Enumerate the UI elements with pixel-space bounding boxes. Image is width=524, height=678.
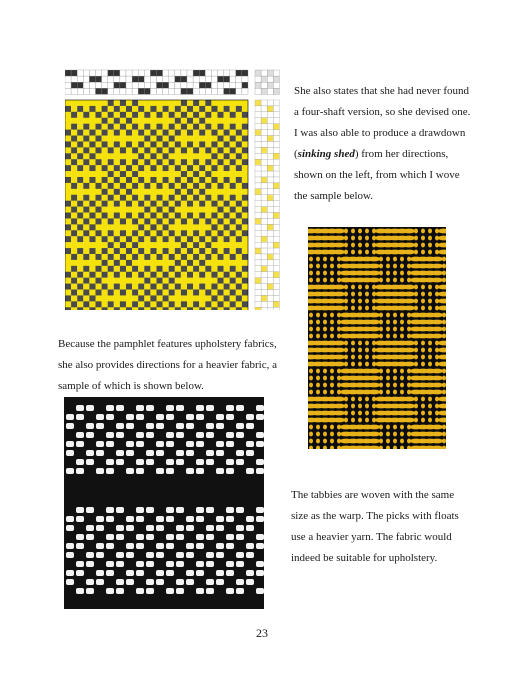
paragraph-upholstery: Because the pamphlet features upholstery fabrics, she also provides directions for a heavier fabric, a sample of which is shown below.: [58, 338, 277, 392]
woven-sample-heavy-photo: [64, 397, 264, 609]
paragraph-tabbies: The tabbies are woven with the same size as the warp. The picks with floats use a heavier yarn. The fabric would indeed be suitable for upholstery.: [291, 489, 459, 564]
woven-sample-yellow-photo: [308, 227, 446, 449]
sinking-shed-emphasis: sinking shed: [297, 148, 355, 160]
drawdown-figure: [65, 68, 285, 310]
paragraph-text: ) from her directions, shown on the left, from which I wove the sample below.: [294, 148, 460, 202]
page-number: 23: [256, 626, 268, 640]
paragraph-four-shaft-version: [294, 81, 474, 207]
paragraph-text: She also states that she had never found a four-shaft version, so she devised one. I was also able to produce a drawdown (: [294, 85, 471, 160]
